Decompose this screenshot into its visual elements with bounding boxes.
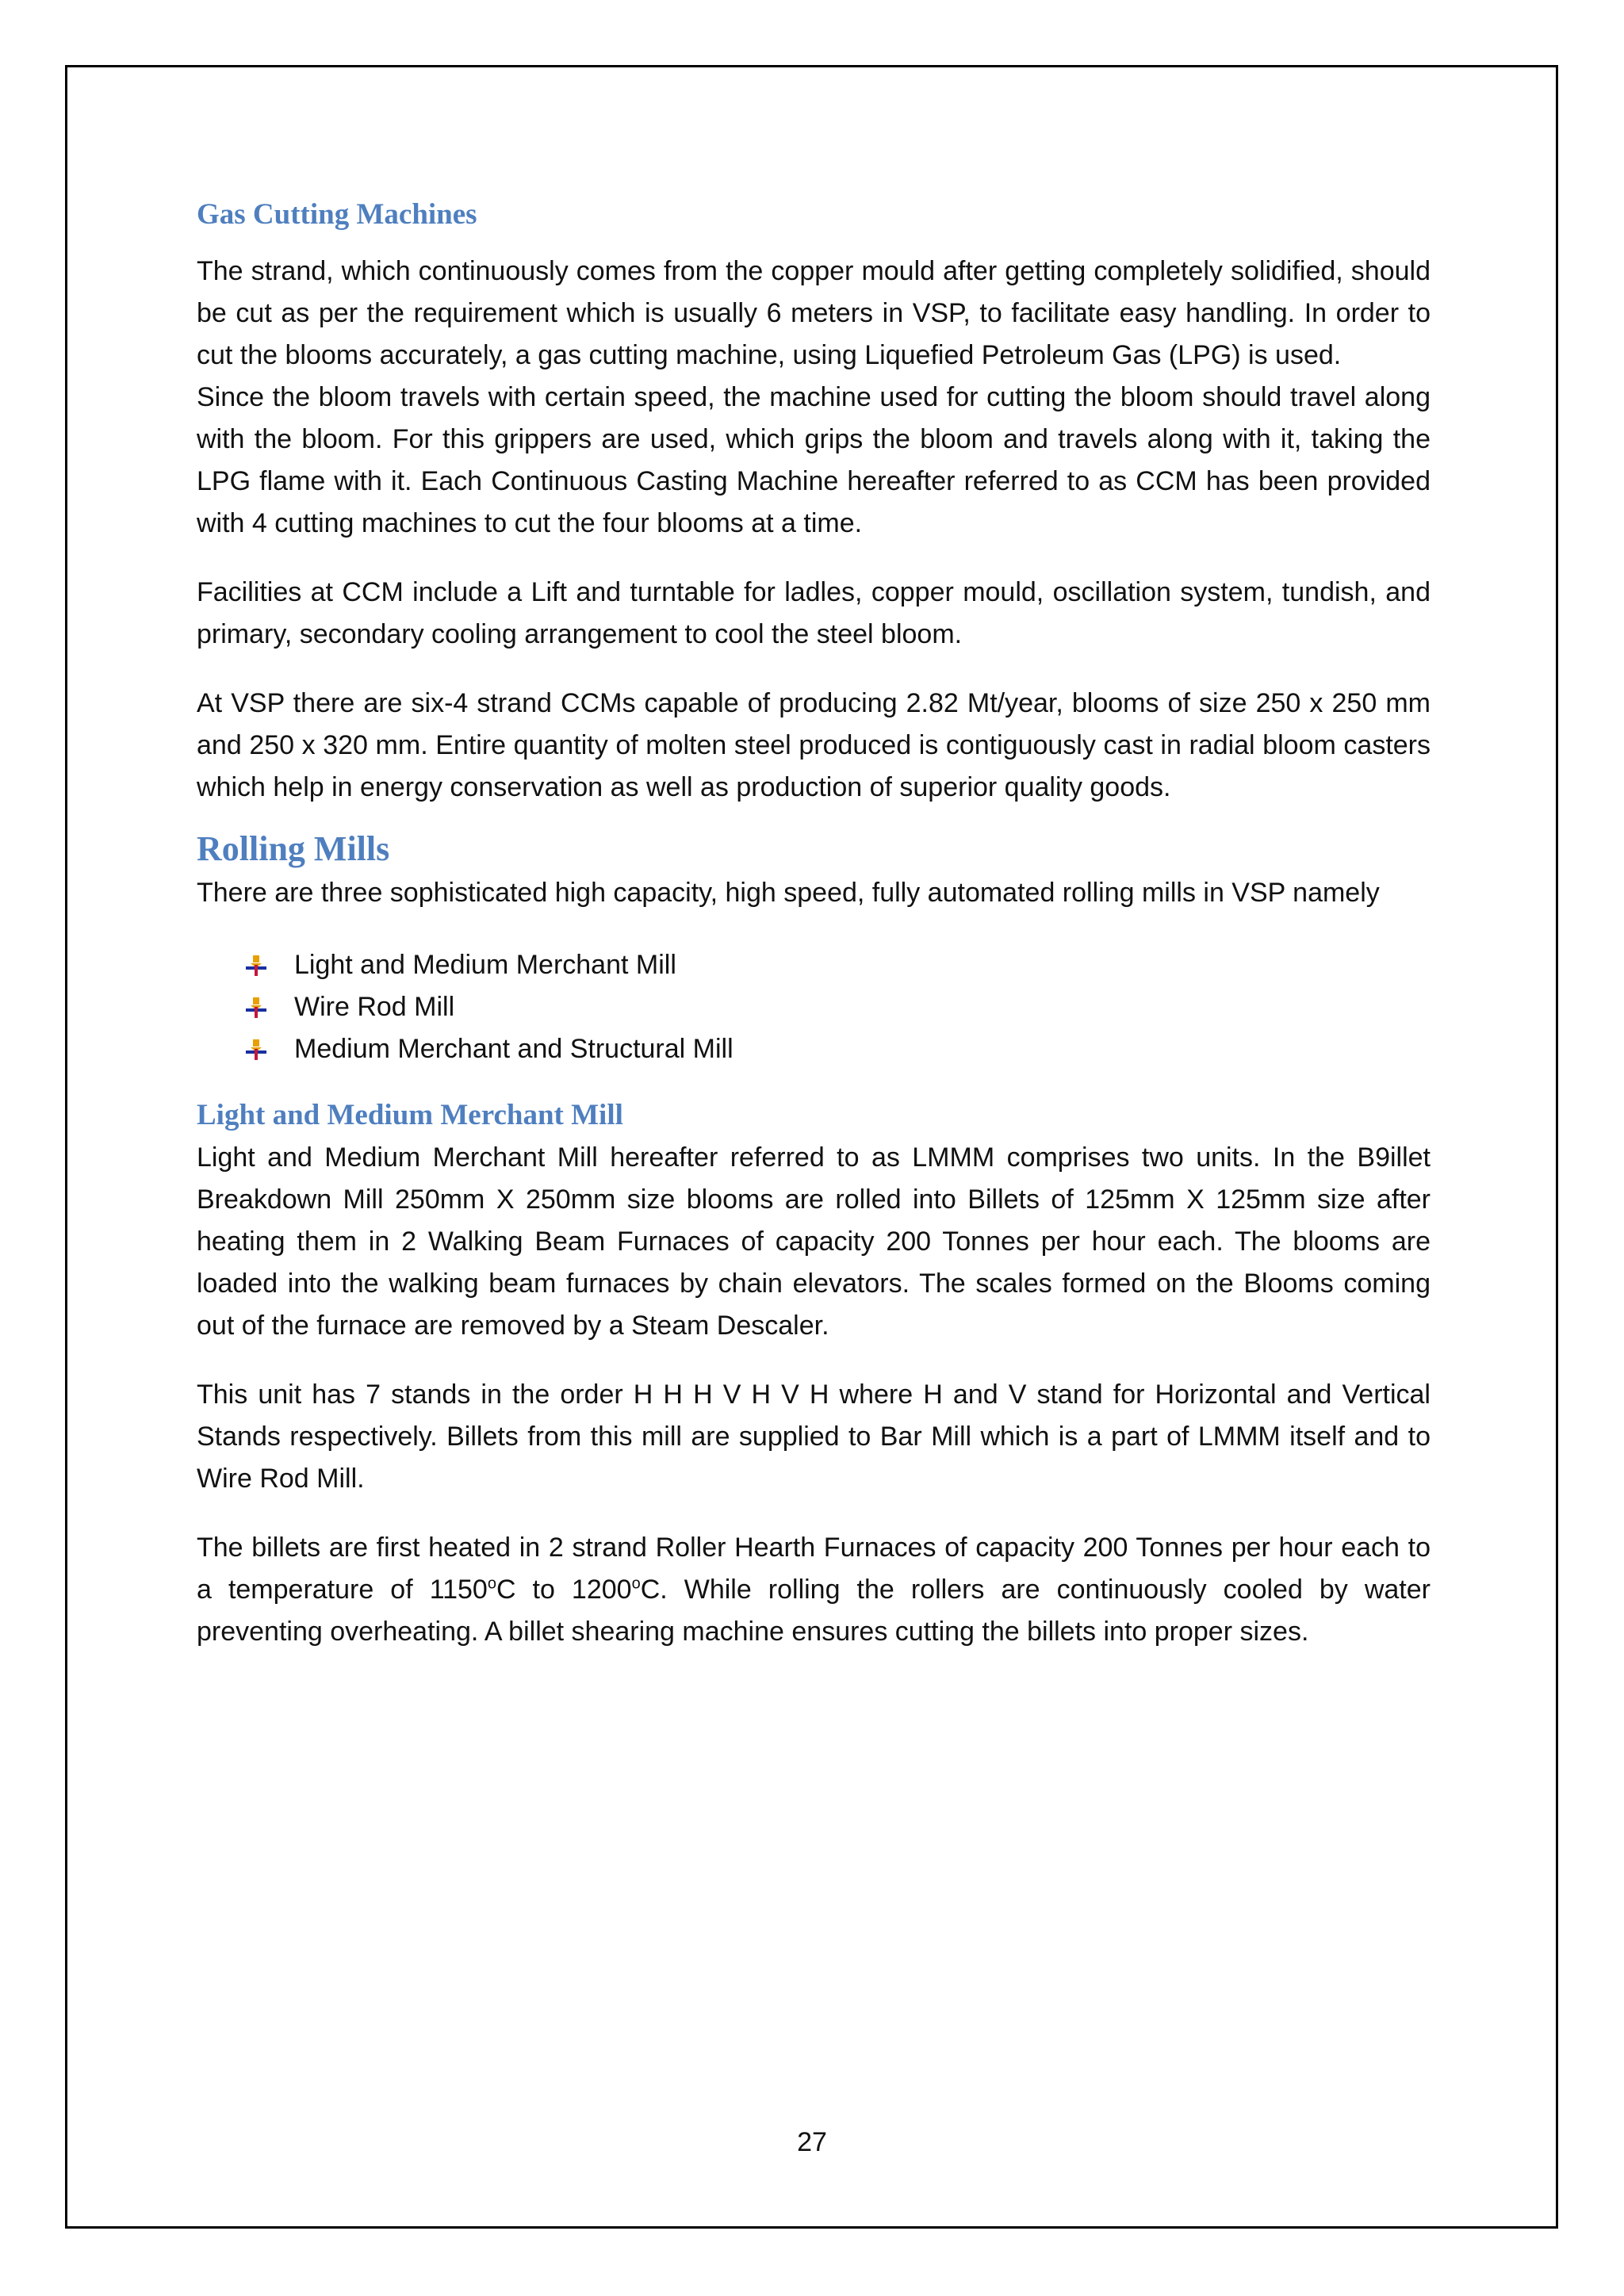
list-item bbox=[244, 944, 1431, 986]
paragraph-gas-cutting-2: Since the bloom travels with certain speed, the machine used for cutting the bloom should travel along with the bloom. For this grippers are used, which grips the bloom and travels along with it, taking the LPG flame with it. Each Continuous Casting Machine hereafter referred to as CCM has been provided with 4 cutting machines to cut the four blooms at a time. bbox=[197, 382, 1431, 538]
paragraph-rolling-mills-intro: There are three sophisticated high capacity, high speed, fully automated rolling mills in VSP namely bbox=[197, 878, 1380, 908]
arrow-cross-bullet-icon bbox=[244, 954, 268, 978]
heading-gas-cutting-machines: Gas Cutting Machines bbox=[197, 198, 477, 231]
heading-light-medium-merchant-mill: Light and Medium Merchant Mill bbox=[197, 1099, 623, 1131]
arrow-cross-bullet-icon bbox=[244, 1038, 268, 1062]
list-item-label: Medium Merchant and Structural Mill bbox=[294, 1034, 733, 1064]
paragraph-lmmm-2: This unit has 7 stands in the order H H H V H V H where H and V stand for Horizontal and Vertical Stands respectively. Billets from this mill are supplied to Bar Mill which is a part of LMMM itself and to Wire Rod Mill. bbox=[197, 1380, 1431, 1494]
paragraph-ccm-facilities: Facilities at CCM include a Lift and turntable for ladles, copper mould, oscillation system, tundish, and primary, secondary cooling arrangement to cool the steel bloom. bbox=[197, 577, 1431, 649]
paragraph-lmmm-3 bbox=[197, 1527, 1431, 1653]
paragraph-lmmm-1: Light and Medium Merchant Mill hereafter referred to as LMMM comprises two units. In the B9illet Breakdown Mill 250mm X 250mm size blooms are rolled into Billets of 125mm X 125mm size after heating them in 2 Walking Beam Furnaces of capacity 200 Tonnes per hour each. The blooms are loaded into the walking beam furnaces by chain elevators. The scales formed on the Blooms coming out of the furnace are removed by a Steam Descaler. bbox=[197, 1142, 1431, 1341]
list-item-label: Wire Rod Mill bbox=[294, 992, 455, 1022]
page-number: 27 bbox=[797, 2127, 827, 2157]
rolling-mills-list bbox=[197, 944, 1431, 1070]
list-item bbox=[244, 986, 1431, 1028]
paragraph-lmmm-3-part-b: C to 1200 bbox=[496, 1575, 632, 1605]
paragraph-lmmm-3-part-c: C. While rolling the rollers are continuously cooled by water preventing overheating. A billet shearing machine ensures cutting the billets into proper sizes. bbox=[197, 1575, 1431, 1647]
document-body bbox=[197, 193, 1431, 1680]
paragraph-vsp-ccms: At VSP there are six-4 strand CCMs capable of producing 2.82 Mt/year, blooms of size 250 x 250 mm and 250 x 320 mm. Entire quantity of molten steel produced is contiguously cast in radial bloom casters which help in energy conservation as well as production of superior quality goods. bbox=[197, 688, 1431, 802]
degree-superscript: o bbox=[487, 1575, 496, 1593]
paragraph-lmmm-3-part-a: The billets are first heated in 2 strand Roller Hearth Furnaces of capacity 200 Tonnes per hour each to a temperature of 1150 bbox=[197, 1533, 1431, 1605]
degree-superscript: o bbox=[631, 1575, 641, 1593]
paragraph-gas-cutting-1: The strand, which continuously comes from the copper mould after getting completely solidified, should be cut as per the requirement which is usually 6 meters in VSP, to facilitate easy handling. In order to cut the blooms accurately, a gas cutting machine, using Liquefied Petroleum Gas (LPG) is used. bbox=[197, 256, 1431, 370]
list-item bbox=[244, 1028, 1431, 1070]
list-item-label: Light and Medium Merchant Mill bbox=[294, 950, 676, 980]
arrow-cross-bullet-icon bbox=[244, 996, 268, 1020]
heading-rolling-mills: Rolling Mills bbox=[197, 829, 390, 868]
